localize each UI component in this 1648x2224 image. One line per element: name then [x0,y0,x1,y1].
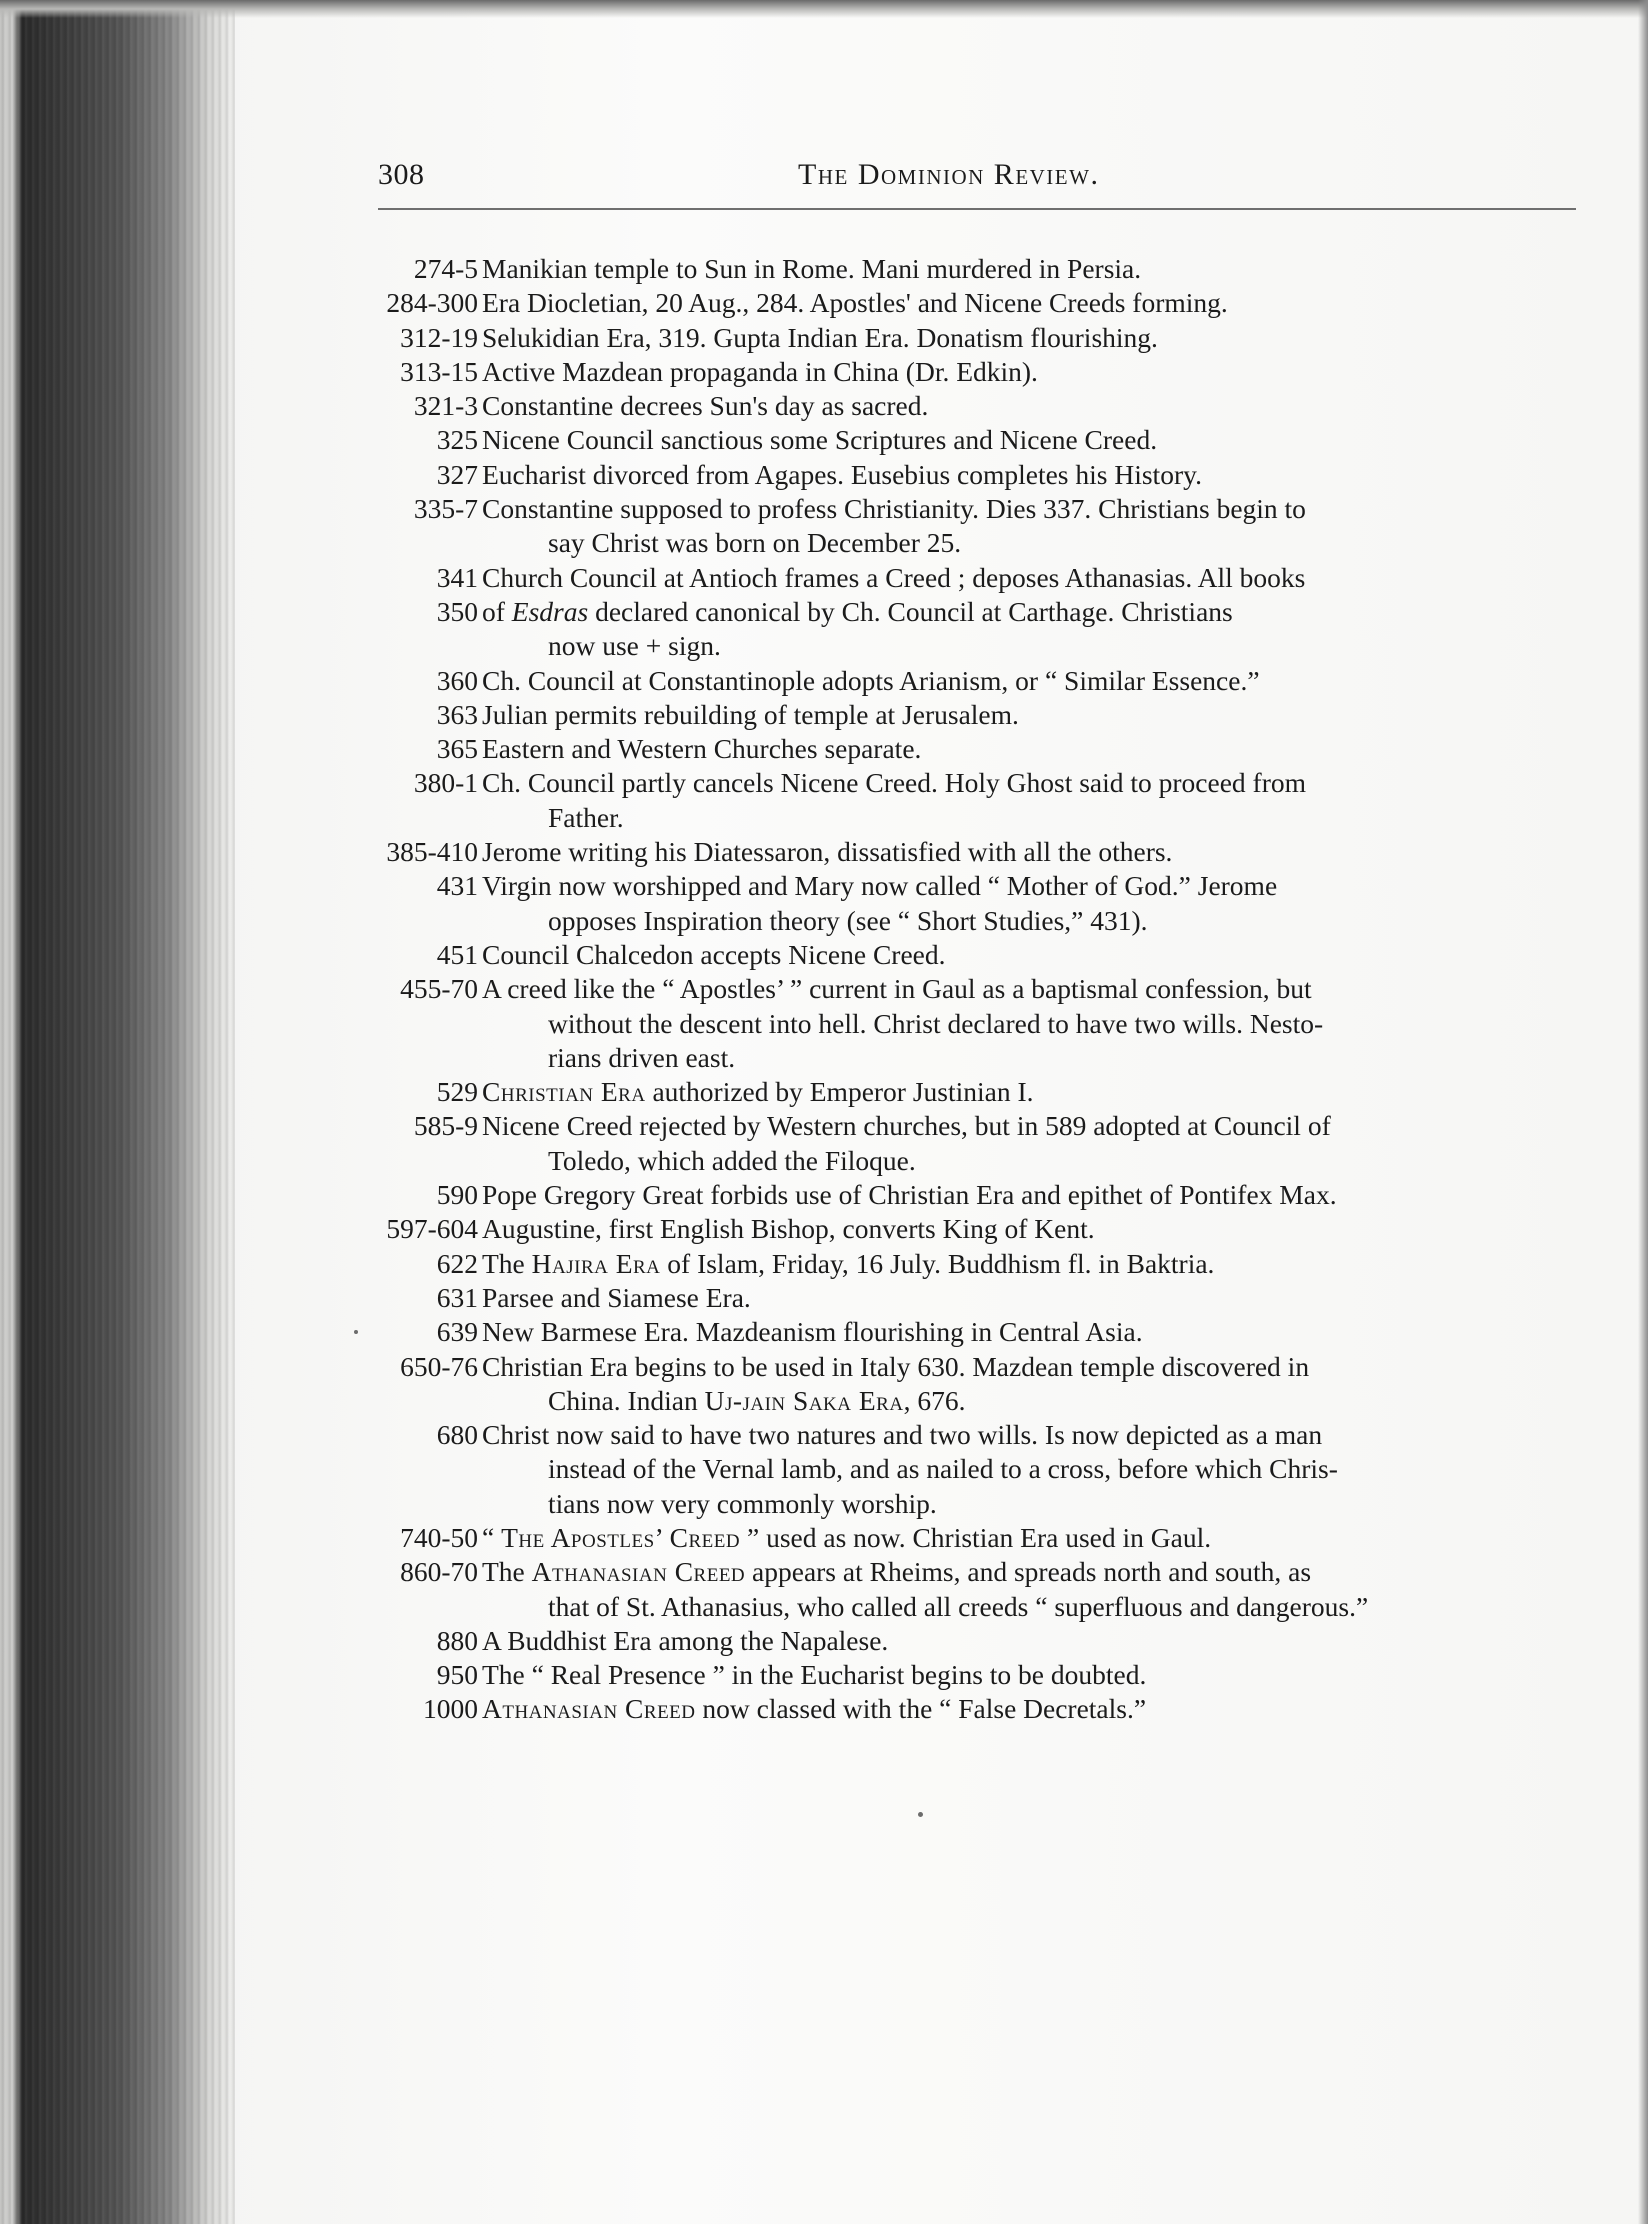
chronology-entry [378,286,1578,320]
entry-line: Selukidian Era, 319. Gupta Indian Era. Donatism flourishing. [482,321,1158,353]
scan-speck [354,1330,358,1334]
chronology-entry [378,1178,1578,1212]
entry-year: 529 [436,1076,478,1108]
entry-year: 365 [436,733,478,765]
chronology-entry [378,423,1578,457]
chronology-entry [378,1521,1578,1555]
entry-line: A Buddhist Era among the Napalese. [482,1624,889,1656]
chronology-entry [378,492,1578,561]
entry-line: Council Chalcedon accepts Nicene Creed. [482,938,946,970]
entry-line: Christ now said to have two natures and two wills. Is now depicted as a man [482,1419,1323,1451]
entry-line: now use + sign. [548,630,721,662]
book-page-edges [0,0,235,2224]
entry-line [482,1692,1578,1726]
entry-line: Nicene Creed rejected by Western churches, but in 589 adopted at Council of [482,1110,1331,1142]
entry-line-part: “ [482,1521,502,1553]
chronology-entry [378,1212,1578,1246]
entry-text [482,321,1578,355]
header-rule [378,208,1576,210]
entry-text [482,938,1578,972]
entry-year: 590 [436,1179,478,1211]
entry-text [482,1109,1578,1178]
entry-text [482,664,1578,698]
entry-text [482,492,1578,561]
entry-year: 631 [436,1281,478,1313]
entry-text [482,732,1578,766]
entry-year: 380-1 [413,767,478,799]
entry-line: Jerome writing his Diatessaron, dissatisfied with all the others. [482,836,1173,868]
entry-line-part: ” used as now. Christian Era used in Gaul. [740,1521,1212,1553]
entry-line: Constantine decrees Sun's day as sacred. [482,390,929,422]
small-caps-term: Hajira Era [531,1247,661,1279]
chronology-entry [378,698,1578,732]
entry-text [482,1212,1578,1246]
entry-year: 313-15 [400,355,478,387]
entry-line: Manikian temple to Sun in Rome. Mani murdered in Persia. [482,253,1142,284]
chronology-entry [378,835,1578,869]
entry-text [482,389,1578,423]
entry-line [482,1521,1578,1555]
entry-line [482,1384,1578,1418]
chronology-list [378,252,1578,1727]
entry-year: 639 [436,1316,478,1348]
entry-text [482,698,1578,732]
entry-text [482,1178,1578,1212]
entry-line: without the descent into hell. Christ declared to have two wills. Nesto- [548,1007,1324,1039]
entry-year: 312-19 [400,321,478,353]
entry-text [482,1247,1578,1281]
chronology-entry [378,595,1578,664]
entry-text [482,1350,1578,1419]
entry-year: 321-3 [413,390,478,422]
entry-text [482,1521,1578,1555]
entry-year: 360 [436,664,478,696]
chronology-entry [378,1109,1578,1178]
entry-line-part: of [482,595,512,627]
entry-year: 350 [436,595,478,627]
entry-line: Active Mazdean propaganda in China (Dr. Edkin). [482,355,1038,387]
entry-line-part: appears at Rheims, and spreads north and south, as [745,1556,1312,1588]
chronology-entry [378,458,1578,492]
entry-line: Virgin now worshipped and Mary now called “ Mother of God.” Jerome [482,870,1278,902]
entry-line: Toledo, which added the Filoque. [548,1144,916,1176]
entry-line: Constantine supposed to profess Christianity. Dies 337. Christians begin to [482,493,1306,525]
entry-year: 341 [436,561,478,593]
entry-text [482,1658,1578,1692]
chronology-entry [378,1418,1578,1521]
right-edge-shadow [1638,0,1648,2224]
top-shadow [0,0,1648,18]
chronology-entry [378,1624,1578,1658]
entry-year: 455-70 [400,973,478,1005]
chronology-entry [378,1247,1578,1281]
entry-line-part: now classed with the “ False Decretals.” [695,1693,1147,1725]
entry-line: A creed like the “ Apostles’ ” current in Gaul as a baptismal confession, but [482,973,1312,1005]
entry-line: Ch. Council partly cancels Nicene Creed. Holy Ghost said to proceed from [482,767,1307,799]
entry-line: The “ Real Presence ” in the Eucharist begins to be doubted. [482,1659,1147,1691]
entry-text [482,355,1578,389]
page-number: 308 [378,158,425,191]
chronology-entry [378,938,1578,972]
entry-line: Nicene Council sanctious some Scriptures and Nicene Creed. [482,424,1158,456]
entry-line: Christian Era begins to be used in Italy 630. Mazdean temple discovered in [482,1350,1310,1382]
entry-line: Father. [548,801,624,833]
entry-line-part: China. Indian [548,1384,705,1416]
entry-line-part: The [482,1247,532,1279]
entry-year: 363 [436,698,478,730]
page-header [378,158,1578,208]
entry-year: 327 [436,458,478,490]
entry-line: opposes Inspiration theory (see “ Short Studies,” 431). [548,904,1148,936]
entry-text [482,972,1578,1075]
entry-line [482,1247,1578,1281]
chronology-entry [378,1075,1578,1109]
entry-line: say Christ was born on December 25. [548,527,962,559]
entry-year: 385-410 [386,836,478,868]
chronology-entry [378,1658,1578,1692]
entry-year: 274-5 [413,253,478,284]
entry-line: Julian permits rebuilding of temple at Jerusalem. [482,698,1019,730]
entry-year: 451 [436,938,478,970]
entry-text [482,869,1578,938]
entry-line: Eastern and Western Churches separate. [482,733,922,765]
chronology-entry [378,732,1578,766]
entry-text [482,1075,1578,1109]
scan-speck [918,1812,923,1817]
entry-line: instead of the Vernal lamb, and as nailed to a cross, before which Chris- [548,1453,1338,1485]
small-caps-term: Christian Era [482,1076,646,1108]
entry-year: 325 [436,424,478,456]
chronology-entry [378,252,1578,286]
entry-line: Era Diocletian, 20 Aug., 284. Apostles' and Nicene Creeds forming. [482,287,1228,319]
entry-line-part: authorized by Emperor Justinian I. [645,1076,1034,1108]
chronology-entry [378,766,1578,835]
entry-line: New Barmese Era. Mazdeanism flourishing in Central Asia. [482,1316,1143,1348]
entry-text [482,252,1578,286]
entry-text [482,561,1578,595]
small-caps-term: The Apostles’ Creed [501,1521,741,1553]
chronology-entry [378,972,1578,1075]
entry-text [482,1281,1578,1315]
entry-text [482,458,1578,492]
entry-year: 950 [436,1659,478,1691]
entry-year: 431 [436,870,478,902]
entry-year: 585-9 [413,1110,478,1142]
chronology-entry [378,869,1578,938]
entry-line: Pope Gregory Great forbids use of Christian Era and epithet of Pontifex Max. [482,1179,1337,1211]
entry-year: 335-7 [413,493,478,525]
chronology-entry [378,321,1578,355]
running-title: The Dominion Review. [798,158,1100,191]
entry-line-part: , 676. [903,1384,966,1416]
entry-year: 860-70 [400,1556,478,1588]
entry-year: 622 [436,1247,478,1279]
chronology-entry [378,389,1578,423]
entry-line: that of St. Athanasius, who called all creeds “ superfluous and dangerous.” [548,1590,1369,1622]
entry-line: rians driven east. [548,1041,736,1073]
entry-text [482,766,1578,835]
entry-year: 880 [436,1624,478,1656]
entry-line: Augustine, first English Bishop, converts King of Kent. [482,1213,1095,1245]
entry-text [482,286,1578,320]
entry-line [482,1555,1578,1589]
entry-line: Eucharist divorced from Agapes. Eusebius completes his History. [482,458,1202,490]
entry-text [482,1624,1578,1658]
entry-year: 650-76 [400,1350,478,1382]
chronology-entry [378,1692,1578,1726]
entry-text [482,595,1578,664]
chronology-entry [378,1315,1578,1349]
entry-line [482,1075,1578,1109]
entry-text [482,835,1578,869]
chronology-entry [378,561,1578,595]
entry-line: Parsee and Siamese Era. [482,1281,751,1313]
entry-year: 597-604 [386,1213,478,1245]
small-caps-term: Uj-jain Saka Era [704,1384,904,1416]
entry-text [482,423,1578,457]
entry-text [482,1555,1578,1624]
entry-text [482,1418,1578,1521]
entry-text [482,1692,1578,1726]
entry-line-part: declared canonical by Ch. Council at Carthage. Christians [588,595,1233,627]
small-caps-term: Athanasian Creed [531,1556,746,1588]
entry-year: 1000 [423,1693,478,1725]
entry-line: Ch. Council at Constantinople adopts Arianism, or “ Similar Essence.” [482,664,1260,696]
chronology-entry [378,355,1578,389]
entry-year: 284-300 [386,287,478,319]
chronology-entry [378,1555,1578,1624]
chronology-entry [378,664,1578,698]
entry-text [482,1315,1578,1349]
entry-line: Church Council at Antioch frames a Creed ; deposes Athanasias. All books [482,561,1306,593]
chronology-entry [378,1281,1578,1315]
entry-line-part: The [482,1556,532,1588]
entry-line-part: of Islam, Friday, 16 July. Buddhism fl. in Baktria. [660,1247,1215,1279]
entry-year: 680 [436,1419,478,1451]
entry-year: 740-50 [400,1521,478,1553]
small-caps-term: Athanasian Creed [482,1693,696,1725]
chronology-entry [378,1350,1578,1419]
italic-title: Esdras [511,595,589,627]
entry-line: tians now very commonly worship. [548,1487,937,1519]
entry-line [482,595,1578,629]
